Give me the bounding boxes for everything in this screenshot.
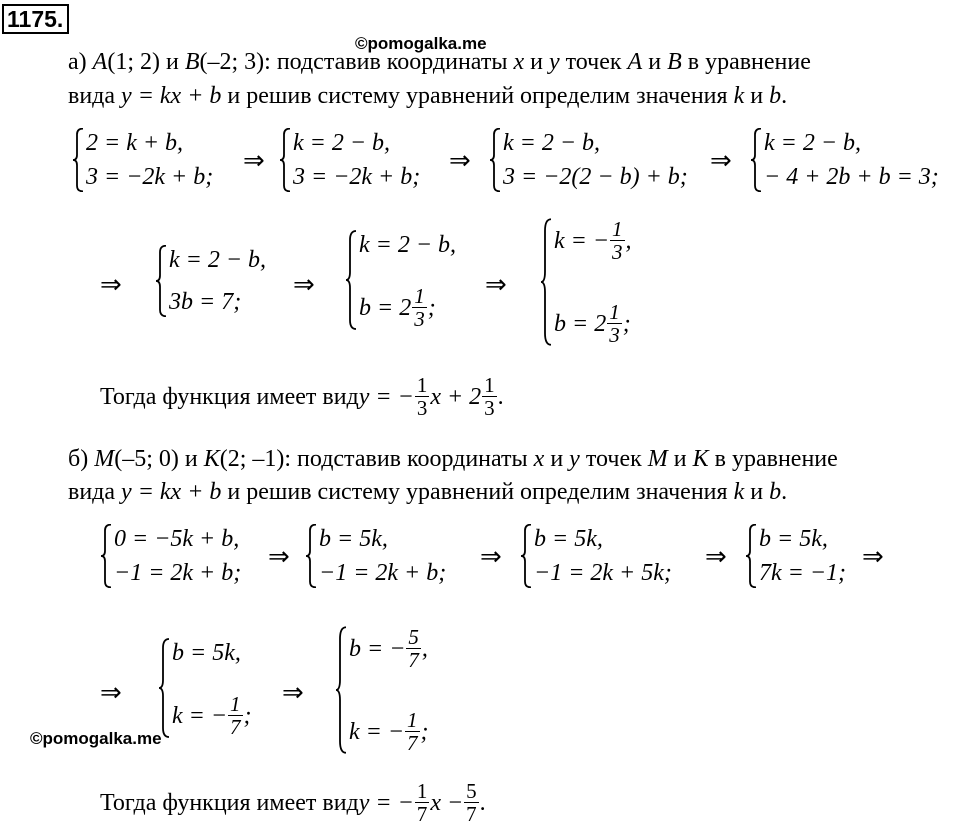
brace-icon bbox=[279, 128, 291, 192]
implies-arrow: ⇒ bbox=[480, 542, 502, 572]
system-a4 bbox=[750, 128, 939, 192]
system-b4 bbox=[745, 524, 846, 588]
equation: −1 = 2k + 5k; bbox=[534, 560, 672, 586]
equation: − 4 + 2b + b = 3; bbox=[764, 164, 939, 190]
equation: 2 = k + b, bbox=[86, 130, 184, 156]
implies-arrow: ⇒ bbox=[243, 146, 265, 176]
equation: b = 5k, bbox=[172, 640, 241, 666]
system-a3 bbox=[489, 128, 688, 192]
equation: k = − $\frac{1}{3}$ , bbox=[554, 217, 632, 264]
system-a5 bbox=[155, 245, 266, 317]
equation: k = 2 − b, bbox=[169, 247, 267, 273]
implies-arrow: ⇒ bbox=[282, 678, 304, 708]
equation: −1 = 2k + b; bbox=[114, 560, 242, 586]
system-b5 bbox=[158, 638, 252, 738]
equation: 3 = −2(2 − b) + b; bbox=[503, 164, 688, 190]
implies-arrow: ⇒ bbox=[705, 542, 727, 572]
implies-arrow: ⇒ bbox=[100, 270, 122, 300]
equation: 3 = −2k + b; bbox=[293, 164, 421, 190]
equation: b = − $\frac{5}{7}$ , bbox=[349, 625, 428, 672]
fraction: $\frac{1}{3}$ bbox=[414, 284, 425, 331]
fraction: $\frac{1}{3}$ bbox=[609, 300, 620, 347]
brace-icon bbox=[335, 626, 347, 754]
brace-icon bbox=[540, 218, 552, 346]
part-a-line-2: вида y = kx + b и решив систему уравнений определим значения k и b. bbox=[68, 83, 788, 109]
equation: k = − $\frac{1}{7}$ ; bbox=[172, 692, 252, 739]
system-b1 bbox=[100, 524, 241, 588]
system-b2 bbox=[305, 524, 446, 588]
equation: k = 2 − b, bbox=[293, 130, 391, 156]
brace-icon bbox=[155, 245, 167, 317]
equation: b = 5k, bbox=[319, 526, 388, 552]
equation: k = 2 − b, bbox=[359, 232, 457, 258]
problem-number: 1175. bbox=[2, 4, 69, 34]
watermark: ©pomogalka.me bbox=[355, 34, 487, 53]
equation: b = 5k, bbox=[534, 526, 603, 552]
equation: k = 2 − b, bbox=[764, 130, 862, 156]
brace-icon bbox=[750, 128, 762, 192]
fraction: $\frac{1}{3}$ bbox=[612, 217, 623, 264]
brace-icon bbox=[100, 524, 112, 588]
fraction: $\frac{1}{7}$ bbox=[407, 708, 418, 755]
brace-icon bbox=[305, 524, 317, 588]
equation: k = − $\frac{1}{7}$ ; bbox=[349, 708, 429, 755]
implies-arrow: ⇒ bbox=[485, 270, 507, 300]
implies-arrow: ⇒ bbox=[449, 146, 471, 176]
equation: 7k = −1; bbox=[759, 560, 847, 586]
system-a7 bbox=[540, 218, 632, 346]
implies-arrow: ⇒ bbox=[293, 270, 315, 300]
fraction: $\frac{1}{7}$ bbox=[416, 779, 428, 826]
brace-icon bbox=[72, 128, 84, 192]
equation: −1 = 2k + b; bbox=[319, 560, 447, 586]
fraction: $\frac{1}{3}$ bbox=[416, 373, 428, 420]
equation: 3b = 7; bbox=[169, 289, 242, 315]
implies-arrow: ⇒ bbox=[268, 542, 290, 572]
system-b6 bbox=[335, 626, 429, 754]
fraction: $\frac{5}{7}$ bbox=[408, 625, 419, 672]
watermark: ©pomogalka.me bbox=[30, 729, 162, 748]
equation: k = 2 − b, bbox=[503, 130, 601, 156]
answer-a: Тогда функция имеет вид y = − $\frac{1}{3}$ x + 2 $\frac{1}{3}$ . bbox=[100, 373, 504, 420]
part-a-line-1: а) A(1; 2) и B(–2; 3): подставив координаты x и y точек A и B в уравнение bbox=[68, 49, 811, 75]
fraction: $\frac{1}{7}$ bbox=[230, 692, 241, 739]
system-a2 bbox=[279, 128, 420, 192]
implies-arrow: ⇒ bbox=[100, 678, 122, 708]
fraction: $\frac{5}{7}$ bbox=[466, 779, 477, 826]
answer-b: Тогда функция имеет вид y = − $\frac{1}{7}$ x − $\frac{5}{7}$ . bbox=[100, 779, 486, 826]
fraction: $\frac{1}{3}$ bbox=[484, 373, 495, 420]
implies-arrow: ⇒ bbox=[710, 146, 732, 176]
brace-icon bbox=[745, 524, 757, 588]
system-a1 bbox=[72, 128, 213, 192]
equation: 3 = −2k + b; bbox=[86, 164, 214, 190]
brace-icon bbox=[345, 230, 357, 330]
equation: b = 5k, bbox=[759, 526, 828, 552]
equation: b = 2 $\frac{1}{3}$ ; bbox=[554, 300, 631, 347]
brace-icon bbox=[520, 524, 532, 588]
brace-icon bbox=[489, 128, 501, 192]
equation: 0 = −5k + b, bbox=[114, 526, 240, 552]
implies-arrow: ⇒ bbox=[862, 542, 884, 572]
brace-icon bbox=[158, 638, 170, 738]
system-a6 bbox=[345, 230, 456, 330]
equation: b = 2 $\frac{1}{3}$ ; bbox=[359, 284, 436, 331]
part-b-line-1: б) M(–5; 0) и K(2; –1): подставив координаты x и y точек M и K в уравнение bbox=[68, 446, 838, 472]
system-b3 bbox=[520, 524, 672, 588]
part-b-line-2: вида y = kx + b и решив систему уравнений определим значения k и b. bbox=[68, 479, 788, 505]
